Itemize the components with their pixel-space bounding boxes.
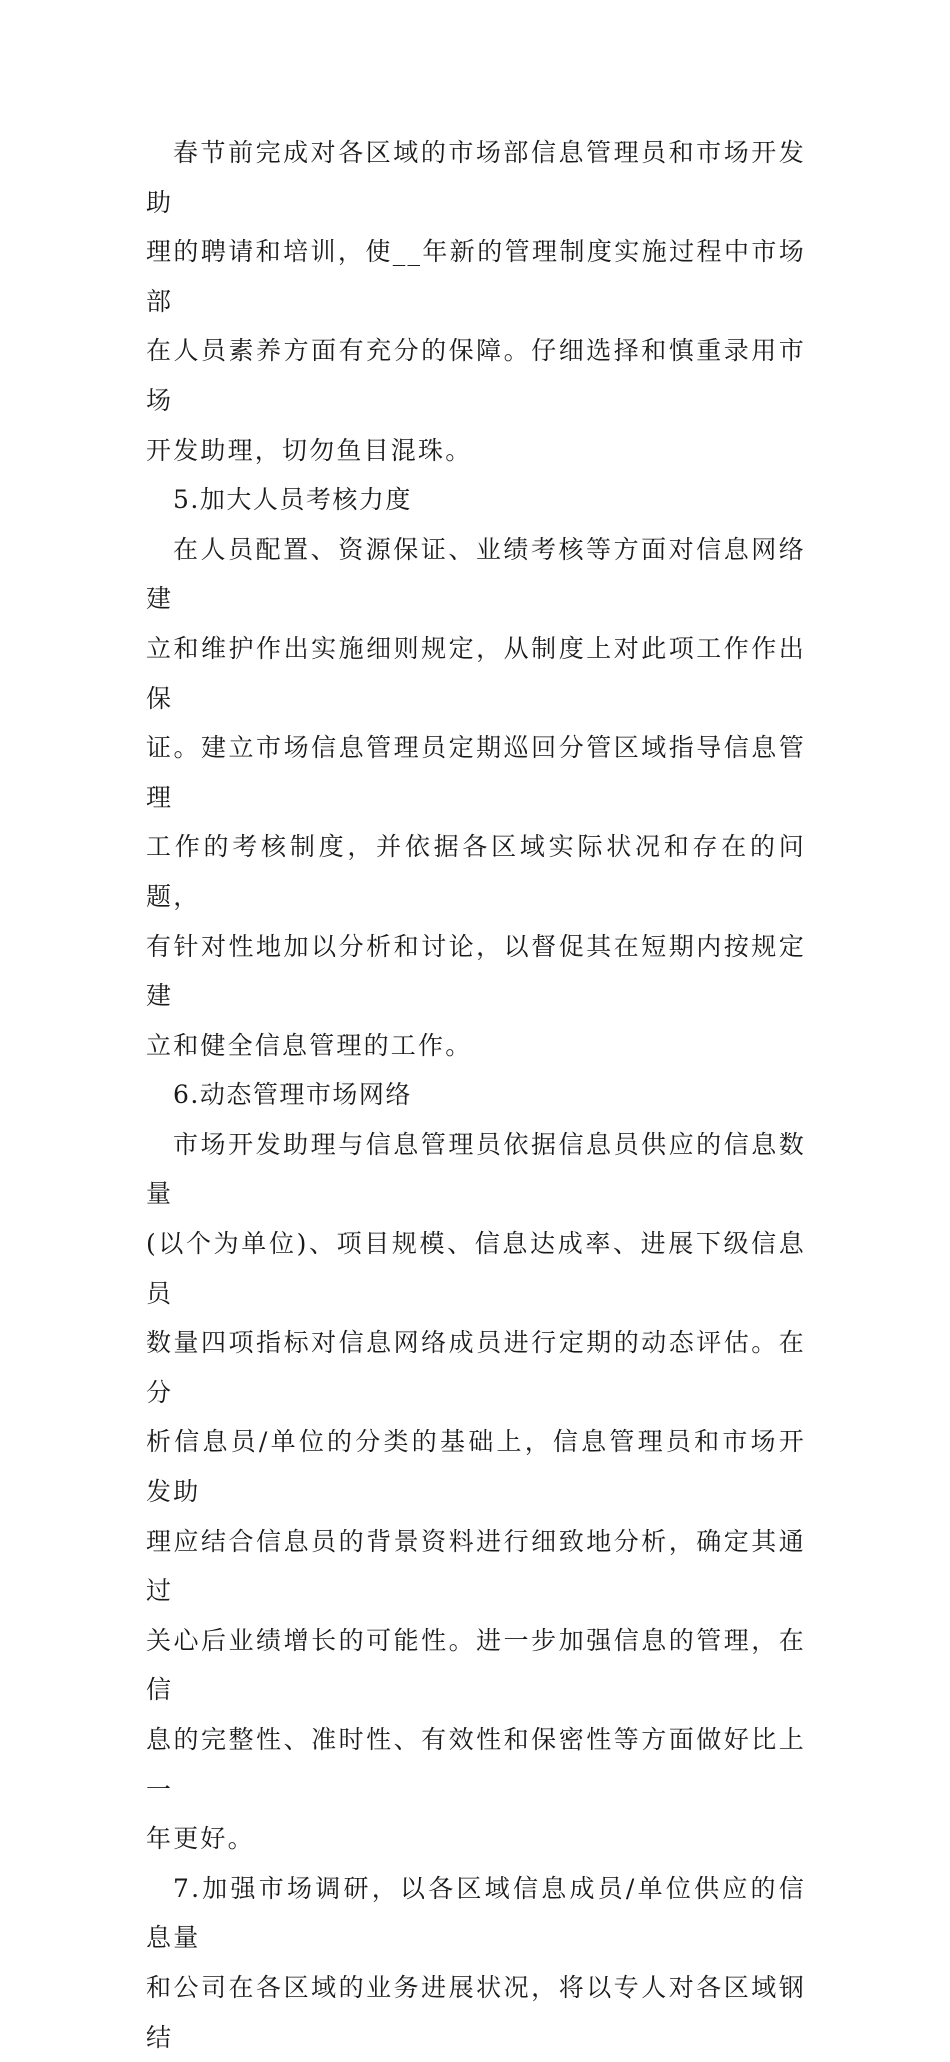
text-line: 开发助理，切勿鱼目混珠。 bbox=[146, 435, 473, 465]
text-line: 立和健全信息管理的工作。 bbox=[146, 1030, 473, 1060]
heading-text: 6.动态管理市场网络 bbox=[173, 1080, 412, 1110]
text-line: 理的聘请和培训，使__年新的管理制度实施过程中市场部 bbox=[146, 237, 806, 316]
text-line: 7.加强市场调研，以各区域信息成员/单位供应的信息量 bbox=[146, 1873, 806, 1953]
text-line: 有针对性地加以分析和讨论，以督促其在短期内按规定建 bbox=[146, 931, 806, 1011]
text-line: 息的完整性、准时性、有效性和保密性等方面做好比上一 bbox=[146, 1725, 806, 1804]
text-line: 和公司在各区域的业务进展状况，将以专人对各区域钢结 bbox=[146, 1972, 806, 2052]
text-line: 市场开发助理与信息管理员依据信息员供应的信息数量 bbox=[146, 1129, 806, 1209]
text-line: 关心后业绩增长的可能性。进一步加强信息的管理，在信 bbox=[146, 1625, 806, 1705]
text-line: 立和维护作出实施细则规定，从制度上对此项工作作出保 bbox=[146, 633, 806, 713]
text-line: 在人员素养方面有充分的保障。仔细选择和慎重录用市场 bbox=[146, 336, 806, 415]
text-line: 证。建立市场信息管理员定期巡回分管区域指导信息管理 bbox=[146, 733, 806, 812]
text-line: 春节前完成对各区域的市场部信息管理员和市场开发助 bbox=[146, 138, 806, 217]
text-line: 析信息员/单位的分类的基础上，信息管理员和市场开发助 bbox=[146, 1427, 806, 1507]
paragraph-research bbox=[146, 1864, 806, 2062]
text-line: 在人员配置、资源保证、业绩考核等方面对信息网络建 bbox=[146, 534, 806, 614]
paragraph-assessment bbox=[146, 525, 806, 1071]
section-heading-6 bbox=[146, 1070, 806, 1120]
section-heading-5 bbox=[146, 475, 806, 525]
text-line: 理应结合信息员的背景资料进行细致地分析，确定其通过 bbox=[146, 1526, 806, 1606]
text-line: (以个为单位)、项目规模、信息达成率、进展下级信息员 bbox=[146, 1229, 806, 1308]
heading-text: 5.加大人员考核力度 bbox=[173, 485, 412, 515]
paragraph-training bbox=[146, 128, 806, 475]
document-body bbox=[146, 128, 806, 2062]
paragraph-network bbox=[146, 1120, 806, 1864]
text-line: 工作的考核制度，并依据各区域实际状况和存在的问题， bbox=[146, 832, 806, 911]
text-line: 年更好。 bbox=[146, 1824, 255, 1854]
text-line: 数量四项指标对信息网络成员进行定期的动态评估。在分 bbox=[146, 1328, 806, 1407]
